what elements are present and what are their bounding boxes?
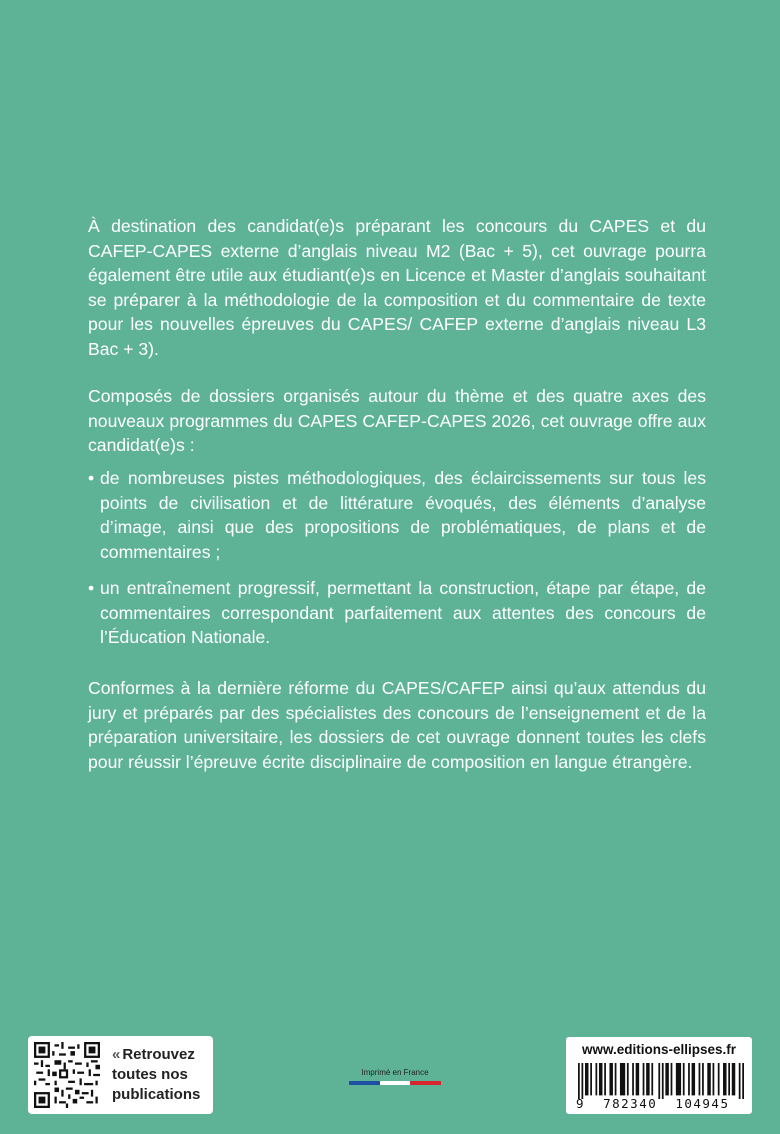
chevron-left-icon: « — [112, 1046, 121, 1063]
website-link[interactable]: www.editions-ellipses.fr — [581, 1042, 737, 1057]
bullet-item-1 — [88, 466, 706, 564]
isbn-number — [576, 1096, 746, 1111]
bullet-dot-icon: • — [88, 578, 95, 598]
french-flag-icon — [349, 1081, 441, 1085]
publications-label — [112, 1045, 200, 1105]
paragraph-text: Composés de dossiers organisés autour du thème et des quatre axes des nouveaux programmes du CAPES CAFEP-CAPES 2026, cet ouvrage offre aux candidat(e)s : — [88, 386, 706, 455]
bullet-item-2 — [88, 576, 706, 650]
qr-line-3: publications — [112, 1086, 201, 1103]
printed-in-france-mark — [349, 1068, 441, 1085]
paragraph-text: Conformes à la dernière réforme du CAPES/CAFEP ainsi qu’aux attendus du jury et préparés par des spécialistes des concours de l’enseignement et de la préparation universitaire, les dossiers de cet ouvrage donnent toutes les clefs pour réussir l’épreuve écrite disciplinaire de composition en langue étrangère. — [88, 678, 706, 772]
print-label: Imprimé en France — [361, 1068, 429, 1077]
qr-line-2: toutes nos — [112, 1066, 188, 1083]
bullet-text: de nombreuses pistes méthodologiques, des éclaircissements sur tous les points de civilisation et de littérature évoqués, des éléments d’analyse d’image, ainsi que des propositions de problématiques, de plans et de commentaires ; — [100, 468, 706, 562]
qr-line-1: Retrouvez — [122, 1046, 195, 1063]
isbn-prefix-digit: 9 — [576, 1096, 586, 1111]
isbn-group-2: 104945 — [675, 1096, 730, 1111]
barcode-block — [566, 1037, 752, 1114]
bullet-dot-icon: • — [88, 468, 95, 488]
isbn-group-1: 782340 — [603, 1096, 658, 1111]
barcode-icon — [578, 1063, 744, 1099]
description-paragraph-1 — [88, 214, 706, 361]
qr-publications-link[interactable] — [28, 1036, 213, 1114]
paragraph-text: À destination des candidat(e)s préparant les concours du CAPES et du CAFEP-CAPES externe d’anglais niveau M2 (Bac + 5), cet ouvrage pourra également être utile aux étudiant(e)s en Licence et Master d’anglais souhaitant se préparer à la méthodologie de la composition et du commentaire de texte pour les nouvelles épreuves du CAPES/ CAFEP externe d’anglais niveau L3 Bac + 3). — [88, 216, 706, 359]
description-paragraph-3 — [88, 676, 706, 774]
qr-code-icon[interactable] — [34, 1042, 100, 1108]
description-paragraph-2 — [88, 384, 706, 458]
bullet-text: un entraînement progressif, permettant la construction, étape par étape, de commentaires correspondant parfaitement aux attentes des concours de l’Éducation Nationale. — [100, 578, 706, 647]
